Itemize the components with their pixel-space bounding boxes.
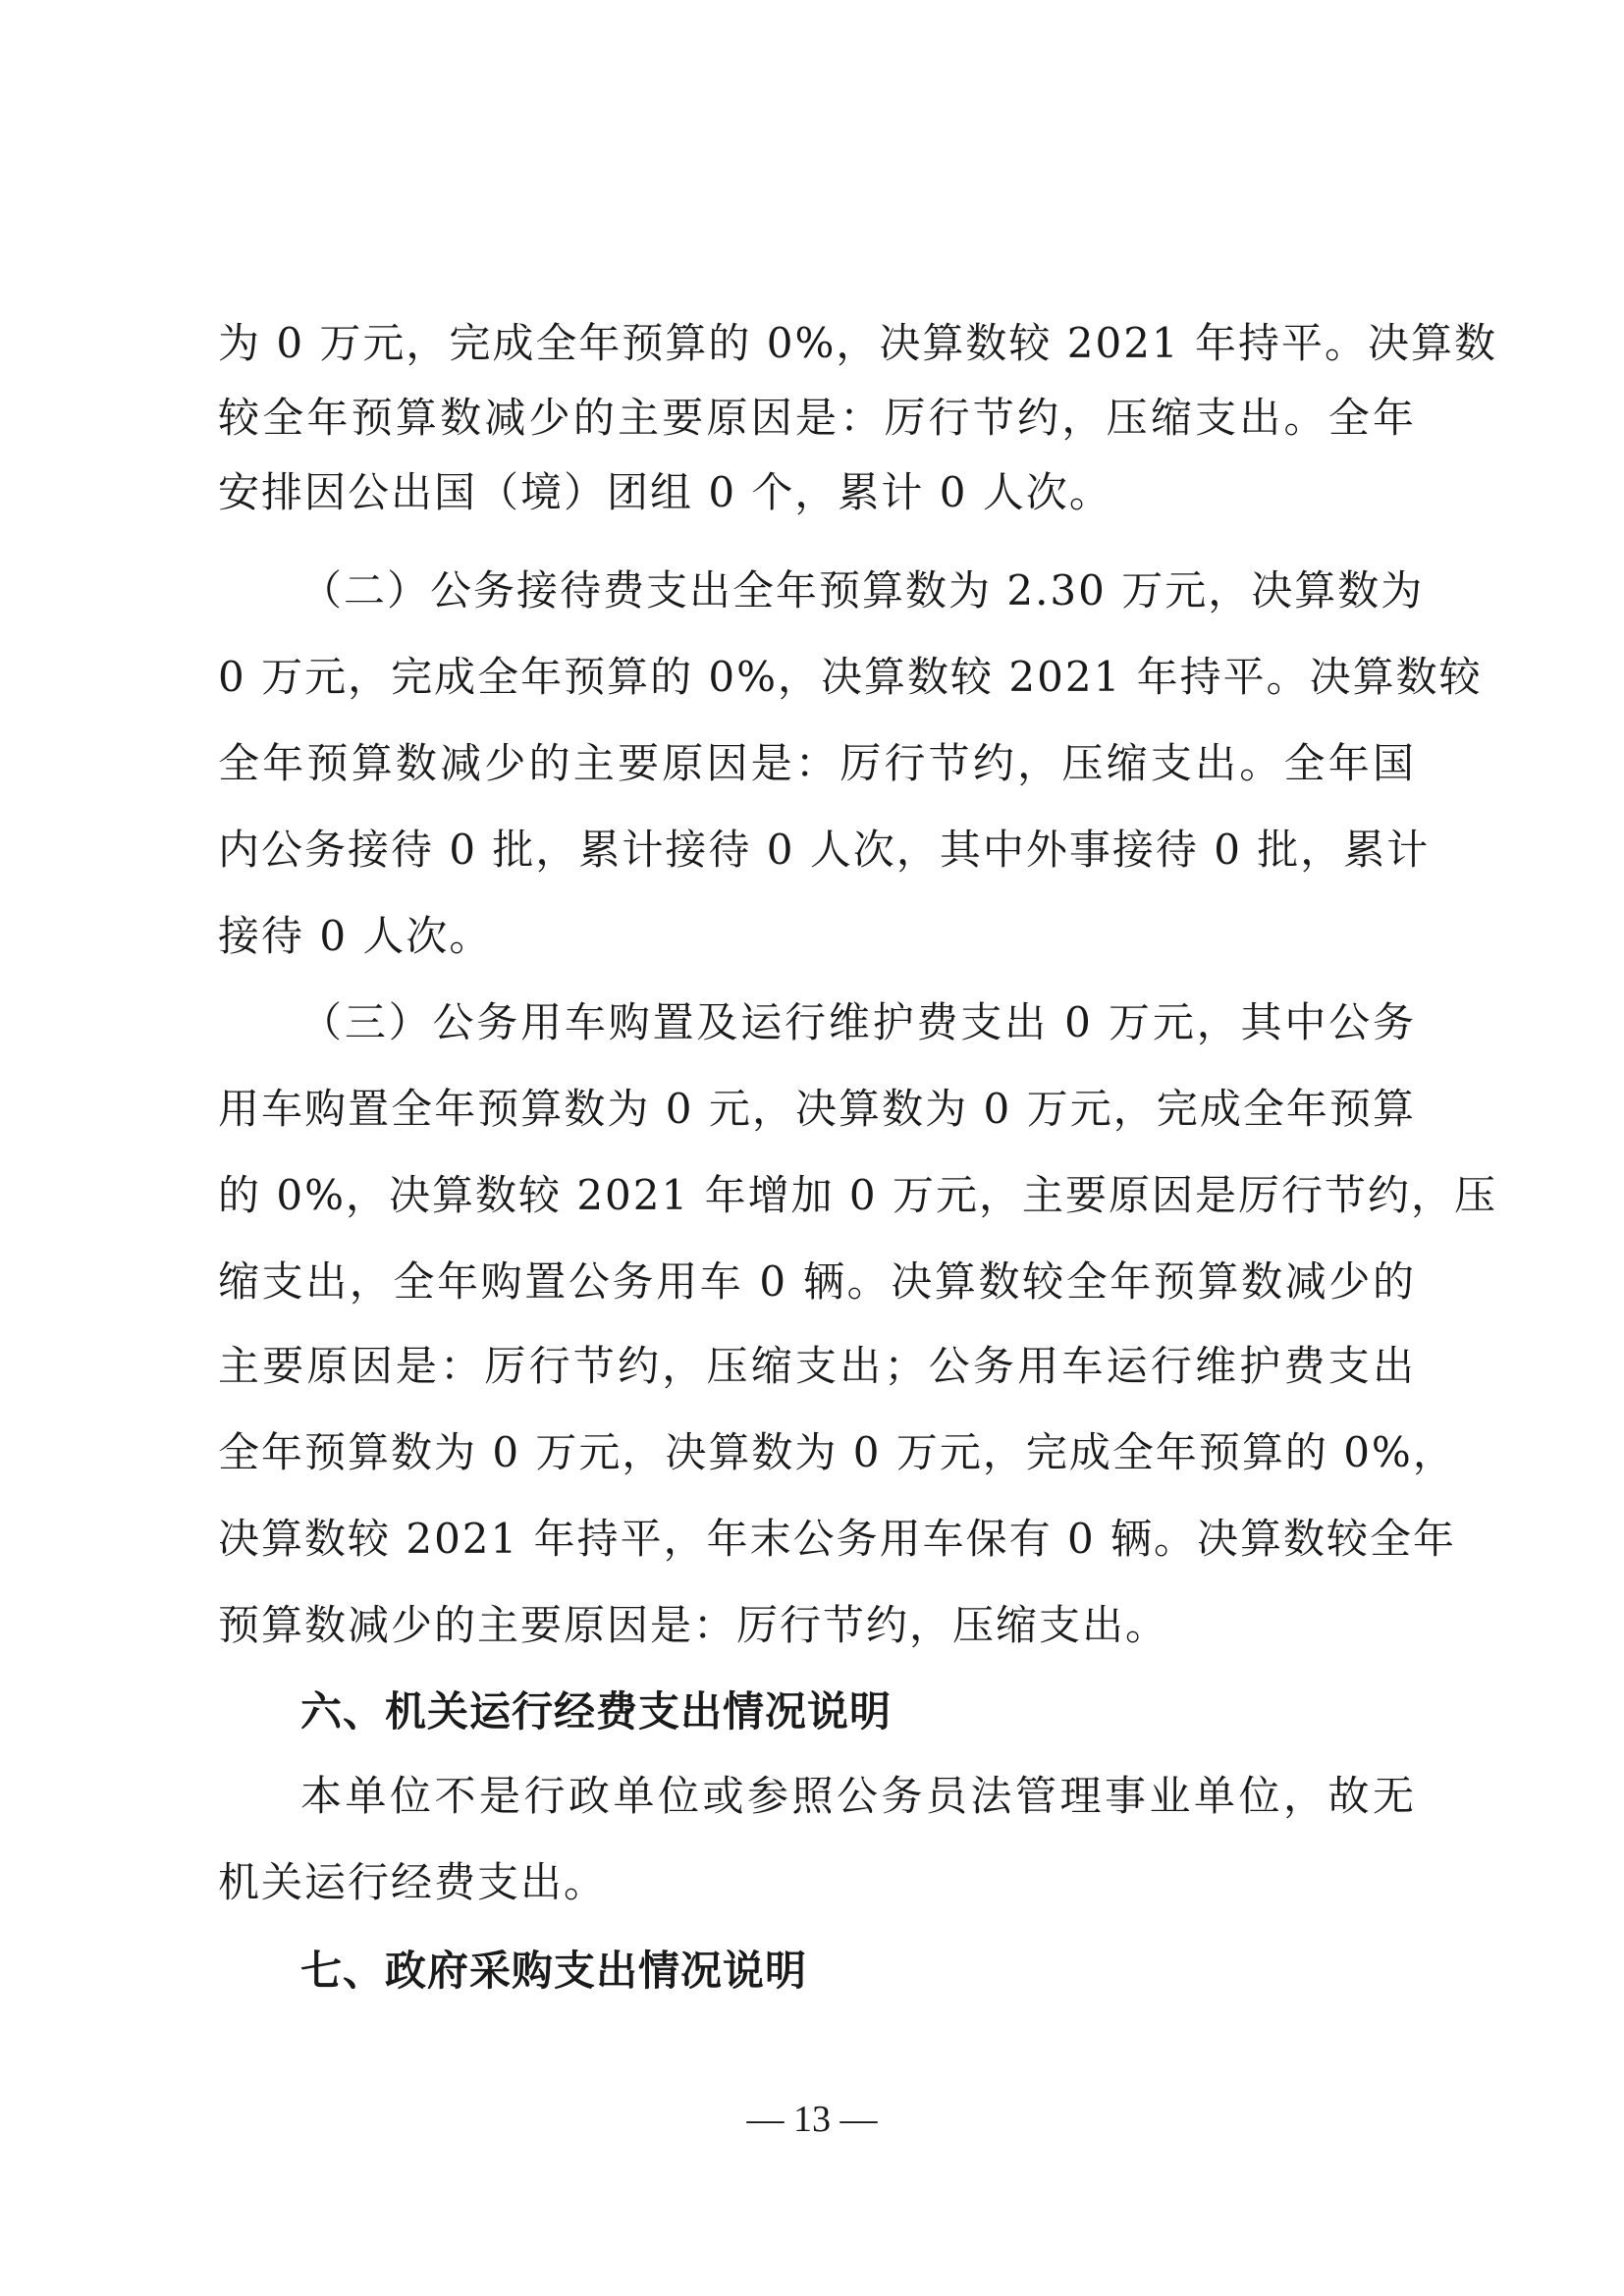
section-heading-six: 六、机关运行经费支出情况说明 bbox=[300, 1687, 893, 1735]
paragraph-line: 0 万元，完成全年预算的 0%，决算数较 2021 年持平。决算数较 bbox=[218, 653, 1483, 701]
paragraph-line: 机关运行经费支出。 bbox=[218, 1858, 608, 1906]
paragraph-line: 缩支出，全年购置公务用车 0 辆。决算数较全年预算数减少的 bbox=[218, 1257, 1416, 1306]
paragraph-line: 全年预算数减少的主要原因是：厉行节约，压缩支出。全年国 bbox=[218, 739, 1416, 787]
paragraph-line: 全年预算数为 0 万元，决算数为 0 万元，完成全年预算的 0%， bbox=[218, 1428, 1456, 1476]
paragraph-line: （三）公务用车购置及运行维护费支出 0 万元，其中公务 bbox=[300, 998, 1416, 1046]
paragraph-line: 内公务接待 0 批，累计接待 0 人次，其中外事接待 0 批，累计 bbox=[218, 826, 1431, 874]
paragraph-line: 接待 0 人次。 bbox=[218, 912, 493, 960]
paragraph-line: （二）公务接待费支出全年预算数为 2.30 万元，决算数为 bbox=[300, 566, 1425, 614]
paragraph-line: 较全年预算数减少的主要原因是：厉行节约，压缩支出。全年 bbox=[218, 394, 1416, 442]
page-number: — 13 — bbox=[746, 2099, 878, 2140]
paragraph-line: 用车购置全年预算数为 0 元，决算数为 0 万元，完成全年预算 bbox=[218, 1085, 1416, 1133]
paragraph-line: 为 0 万元，完成全年预算的 0%，决算数较 2021 年持平。决算数 bbox=[218, 319, 1497, 367]
paragraph-line: 主要原因是：厉行节约，压缩支出；公务用车运行维护费支出 bbox=[218, 1342, 1416, 1390]
paragraph-line: 预算数减少的主要原因是：厉行节约，压缩支出。 bbox=[218, 1601, 1169, 1649]
paragraph-line: 的 0%，决算数较 2021 年增加 0 万元，主要原因是厉行节约，压 bbox=[218, 1171, 1497, 1219]
paragraph-line: 决算数较 2021 年持平，年末公务用车保有 0 辆。决算数较全年 bbox=[218, 1515, 1457, 1563]
section-heading-seven: 七、政府采购支出情况说明 bbox=[300, 1947, 808, 1995]
paragraph-line: 安排因公出国（境）团组 0 个，累计 0 人次。 bbox=[218, 468, 1112, 516]
paragraph-line: 本单位不是行政单位或参照公务员法管理事业单位，故无 bbox=[300, 1772, 1416, 1820]
